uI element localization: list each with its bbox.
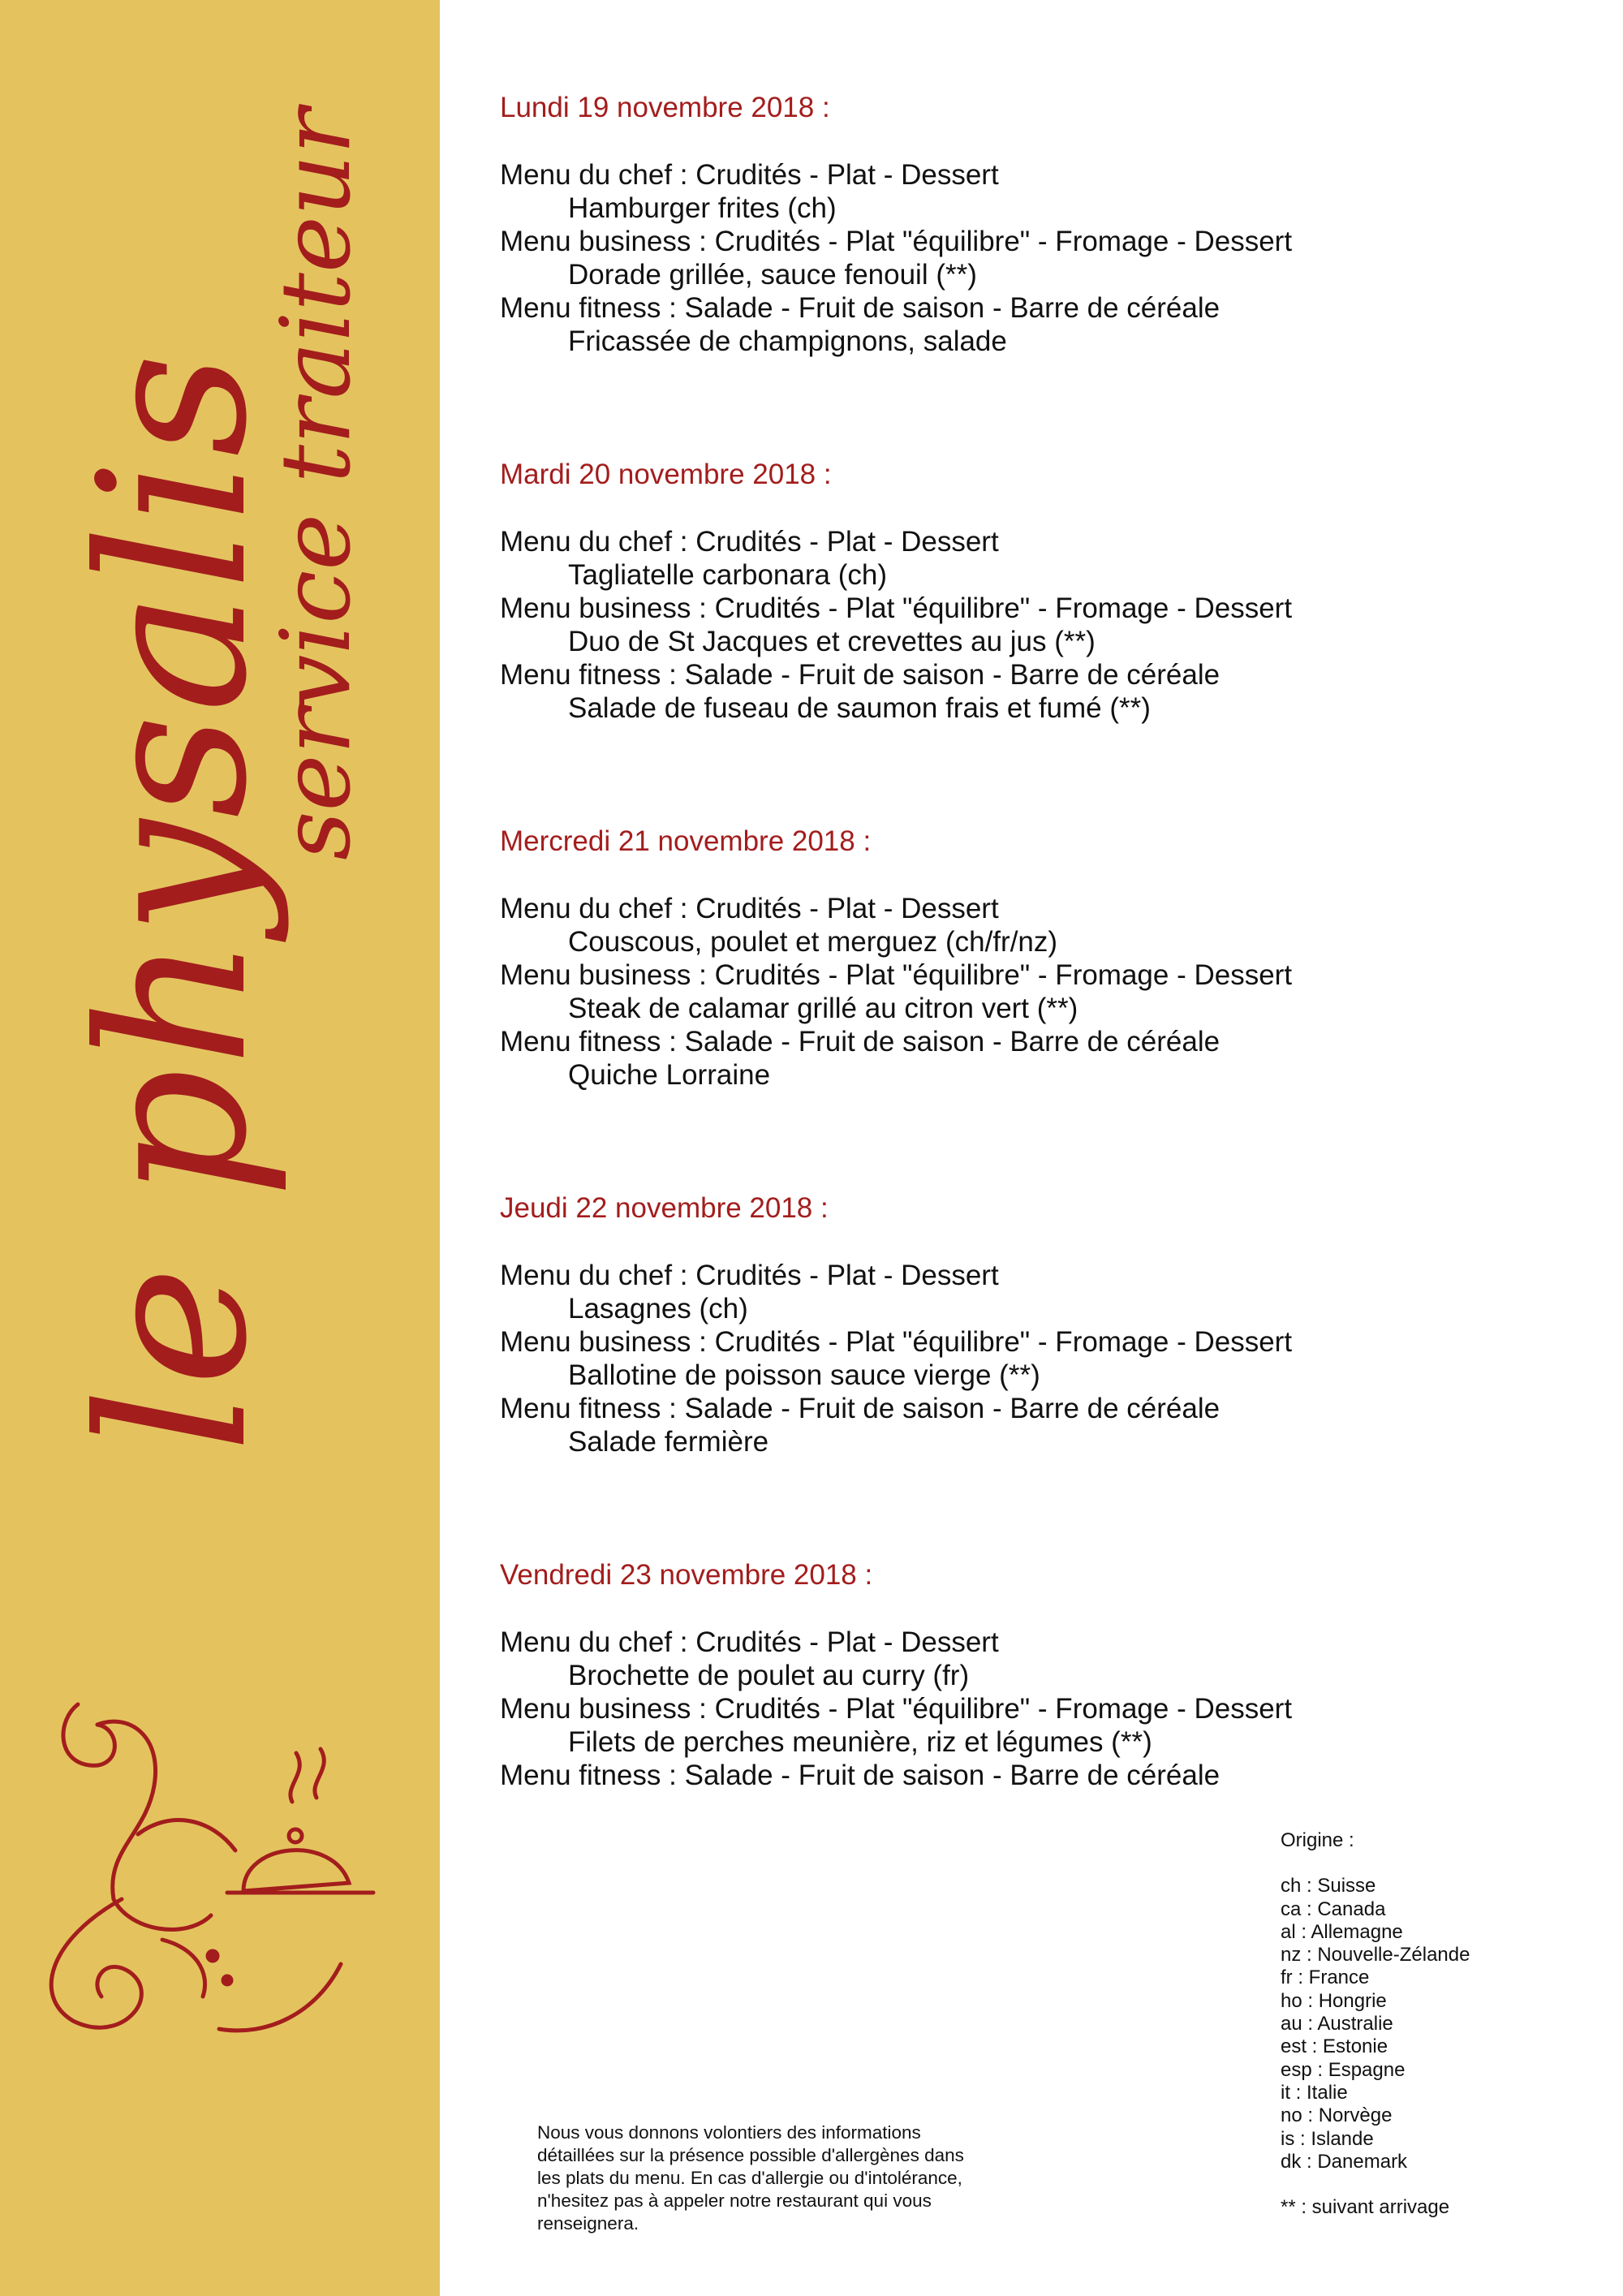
- legend-item: it : Italie: [1281, 2081, 1348, 2104]
- legend-note: ** : suivant arrivage: [1281, 2196, 1450, 2219]
- menu-fitness-dish: [500, 1792, 1587, 1825]
- day-section-monday: [500, 91, 1587, 458]
- legend-item: al : Allemagne: [1281, 1920, 1403, 1943]
- legend-item: est : Estonie: [1281, 2035, 1388, 2058]
- menu-chef-label: Menu du chef : Crudités - Plat - Dessert: [500, 1626, 999, 1658]
- weekly-menu: [500, 91, 1587, 1925]
- day-title: Lundi 19 novembre 2018 :: [500, 92, 830, 123]
- allergen-notice-line: les plats du menu. En cas d'allergie ou d'intolérance,: [537, 2168, 962, 2188]
- menu-chef-dish: Couscous, poulet et merguez (ch/fr/nz): [568, 926, 1058, 958]
- menu-business-dish: Dorade grillée, sauce fenouil (**): [568, 259, 977, 291]
- menu-business-dish: Ballotine de poisson sauce vierge (**): [568, 1359, 1040, 1391]
- day-title: Jeudi 22 novembre 2018 :: [500, 1192, 829, 1224]
- allergen-notice: [537, 2122, 1073, 2235]
- legend-item: ca : Canada: [1281, 1898, 1386, 1920]
- menu-chef-label: Menu du chef : Crudités - Plat - Dessert: [500, 159, 999, 191]
- legend-item: esp : Espagne: [1281, 2058, 1406, 2081]
- menu-chef-label: Menu du chef : Crudités - Plat - Dessert: [500, 526, 999, 558]
- allergen-notice-line: détaillées sur la présence possible d'allergènes dans: [537, 2145, 964, 2165]
- menu-business-label: Menu business : Crudités - Plat "équilibre" - Fromage - Dessert: [500, 226, 1293, 257]
- waiter-with-cloche-icon: [51, 1704, 373, 2031]
- legend-spacer: [1281, 2173, 1573, 2196]
- brand-tagline: service traiteur: [260, 108, 372, 860]
- day-section-thursday: [500, 1191, 1587, 1558]
- legend-item: is : Islande: [1281, 2127, 1374, 2150]
- legend-item: ch : Suisse: [1281, 1875, 1376, 1898]
- menu-chef-dish: Tagliatelle carbonara (ch): [568, 559, 887, 591]
- menu-fitness-label: Menu fitness : Salade - Fruit de saison - Barre de céréale: [500, 1393, 1220, 1424]
- day-title: Vendredi 23 novembre 2018 :: [500, 1559, 873, 1591]
- allergen-notice-line: Nous vous donnons volontiers des informations: [537, 2122, 921, 2143]
- day-title: Mercredi 21 novembre 2018 :: [500, 825, 872, 857]
- menu-business-label: Menu business : Crudités - Plat "équilibre" - Fromage - Dessert: [500, 592, 1293, 624]
- menu-fitness-dish: Salade fermière: [568, 1426, 769, 1458]
- legend-spacer: [1281, 1852, 1573, 1875]
- menu-chef-dish: Brochette de poulet au curry (fr): [568, 1660, 970, 1691]
- brand-logo-wordmark: le physalis: [55, 351, 291, 1453]
- legend-item: au : Australie: [1281, 2013, 1393, 2035]
- legend-item: fr : France: [1281, 1966, 1370, 1989]
- menu-fitness-label: Menu fitness : Salade - Fruit de saison - Barre de céréale: [500, 1026, 1220, 1058]
- menu-chef-dish: Hamburger frites (ch): [568, 192, 837, 224]
- menu-business-dish: Duo de St Jacques et crevettes au jus (**): [568, 626, 1096, 657]
- legend-item: ho : Hongrie: [1281, 1989, 1387, 2012]
- menu-fitness-label: Menu fitness : Salade - Fruit de saison - Barre de céréale: [500, 659, 1220, 691]
- menu-business-label: Menu business : Crudités - Plat "équilibre" - Fromage - Dessert: [500, 1693, 1293, 1725]
- menu-chef-dish: Lasagnes (ch): [568, 1293, 748, 1325]
- allergen-notice-line: renseignera.: [537, 2213, 639, 2234]
- menu-fitness-label: Menu fitness : Salade - Fruit de saison - Barre de céréale: [500, 292, 1220, 324]
- menu-business-label: Menu business : Crudités - Plat "équilibre" - Fromage - Dessert: [500, 1326, 1293, 1358]
- menu-fitness-label: Menu fitness : Salade - Fruit de saison - Barre de céréale: [500, 1760, 1220, 1791]
- day-section-wednesday: [500, 825, 1587, 1191]
- menu-business-dish: Filets de perches meunière, riz et légumes (**): [568, 1726, 1152, 1758]
- menu-fitness-dish: Fricassée de champignons, salade: [568, 325, 1007, 357]
- menu-business-dish: Steak de calamar grillé au citron vert (**): [568, 993, 1078, 1024]
- origin-legend: [1281, 1829, 1573, 2219]
- menu-fitness-dish: Quiche Lorraine: [568, 1059, 771, 1091]
- menu-business-label: Menu business : Crudités - Plat "équilibre" - Fromage - Dessert: [500, 959, 1293, 991]
- menu-chef-label: Menu du chef : Crudités - Plat - Dessert: [500, 1260, 999, 1291]
- menu-fitness-dish: Salade de fuseau de saumon frais et fumé (**): [568, 692, 1151, 724]
- day-title: Mardi 20 novembre 2018 :: [500, 459, 832, 490]
- legend-title: Origine :: [1281, 1829, 1354, 1851]
- legend-item: no : Norvège: [1281, 2104, 1393, 2127]
- brand-sidebar: [0, 0, 440, 2296]
- brand-artwork: [0, 0, 440, 2296]
- menu-chef-label: Menu du chef : Crudités - Plat - Dessert: [500, 893, 999, 924]
- allergen-notice-line: n'hesitez pas à appeler notre restaurant qui vous: [537, 2190, 932, 2211]
- day-section-tuesday: [500, 458, 1587, 825]
- legend-item: nz : Nouvelle-Zélande: [1281, 1944, 1470, 1966]
- legend-item: dk : Danemark: [1281, 2150, 1408, 2173]
